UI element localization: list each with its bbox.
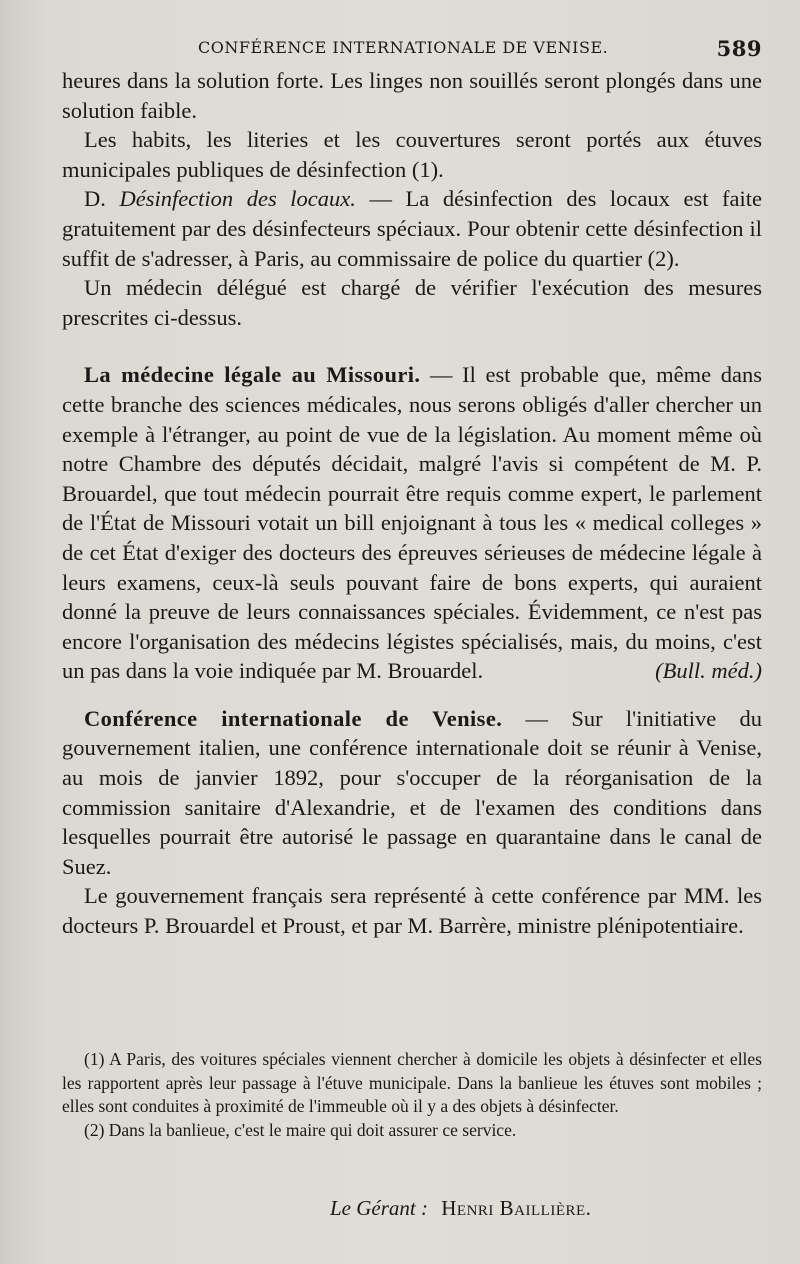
footnote-2: (2) Dans la banlieue, c'est le maire qui doit assurer ce service. bbox=[84, 1119, 517, 1140]
footnotes bbox=[62, 1048, 762, 1142]
heading-missouri: La médecine légale au Missouri. bbox=[84, 362, 421, 388]
page-header bbox=[60, 36, 762, 64]
paragraph-medecin-delegue: Un médecin délégué est chargé de vérifier l'exécution des mesures prescrites ci-dessus. bbox=[62, 275, 762, 330]
section-title-locaux: Désinfection des locaux. bbox=[119, 186, 356, 212]
signature-role: Le Gérant : bbox=[330, 1196, 428, 1220]
paragraph-locaux bbox=[62, 184, 762, 273]
section-text-locaux: — La désinfection des locaux est faite gratuitement par des désinfecteurs spéciaux. Pour obtenir cette désinfection il suffit de s'adresser, à Paris, au commissaire de police du quartier (2). bbox=[62, 186, 763, 271]
section-gap bbox=[62, 686, 762, 704]
paragraph-missouri bbox=[62, 360, 762, 686]
heading-venise: Conférence internationale de Venise. bbox=[84, 705, 503, 731]
paragraph-linges: heures dans la solution forte. Les linges non souillés seront plongés dans une solution faible. bbox=[62, 68, 762, 123]
text-missouri: — Il est probable que, même dans cette branche des sciences médicales, nous serons obligés d'aller chercher un exemple à l'étranger, au point de vue de la législation. Au moment même où notre Chambre des députés décidait, malgré l'avis si compétent de M. P. Brouardel, que tout médecin pourrait être requis comme expert, le parlement de l'État de Missouri votait un bill enjoignant à tous les « medical colleges » de cet État d'exiger des docteurs des épreuves sérieuses de médecine légale à leurs examens, ceux-là seuls pouvant faire de bons experts, qui auraient donné la preuve de leurs connaissances spéciales. Évidemment, ce n'est pas encore l'organisation des médecins légistes spécialisés, mais, du moins, c'est un pas dans la voie indiquée par M. Brouardel. bbox=[62, 362, 762, 684]
signature bbox=[330, 1196, 591, 1221]
paragraph-representation: Le gouvernement français sera représenté à cette conférence par MM. les docteurs P. Brouardel et Proust, et par M. Barrère, ministre plénipotentiaire. bbox=[62, 883, 762, 939]
text-venise: — Sur l'initiative du gouvernement italien, une conférence internationale doit se réunir à Venise, au mois de janvier 1892, pour s'occuper de la réorganisation de la commission sanitaire d'Alexandrie, et de l'examen des conditions dans lesquelles pourrait être autorisé le passage en quarantaine dans le canal de Suez. bbox=[62, 705, 762, 879]
paragraph-venise bbox=[62, 704, 762, 882]
running-title: CONFÉRENCE INTERNATIONALE DE VENISE. bbox=[198, 38, 609, 57]
section-gap bbox=[62, 332, 762, 360]
page-body bbox=[62, 66, 762, 941]
footnote-1: (1) A Paris, des voitures spéciales viennent chercher à domicile les objets à désinfecter et elles les rapportent après leur passage à l'étuve municipale. Dans la banlieue les étuves sont mobiles ; elles sont conduites à proximité de l'immeuble où il y a des objets à désinfecter. bbox=[62, 1049, 762, 1117]
signature-name: Henri Baillière. bbox=[441, 1196, 592, 1220]
paragraph-habits: Les habits, les literies et les couvertures seront portés aux étuves municipales publiques de désinfection (1). bbox=[62, 127, 762, 182]
section-letter: D. bbox=[84, 186, 106, 212]
page-number: 589 bbox=[716, 36, 762, 61]
source-citation: (Bull. méd.) bbox=[655, 658, 762, 684]
